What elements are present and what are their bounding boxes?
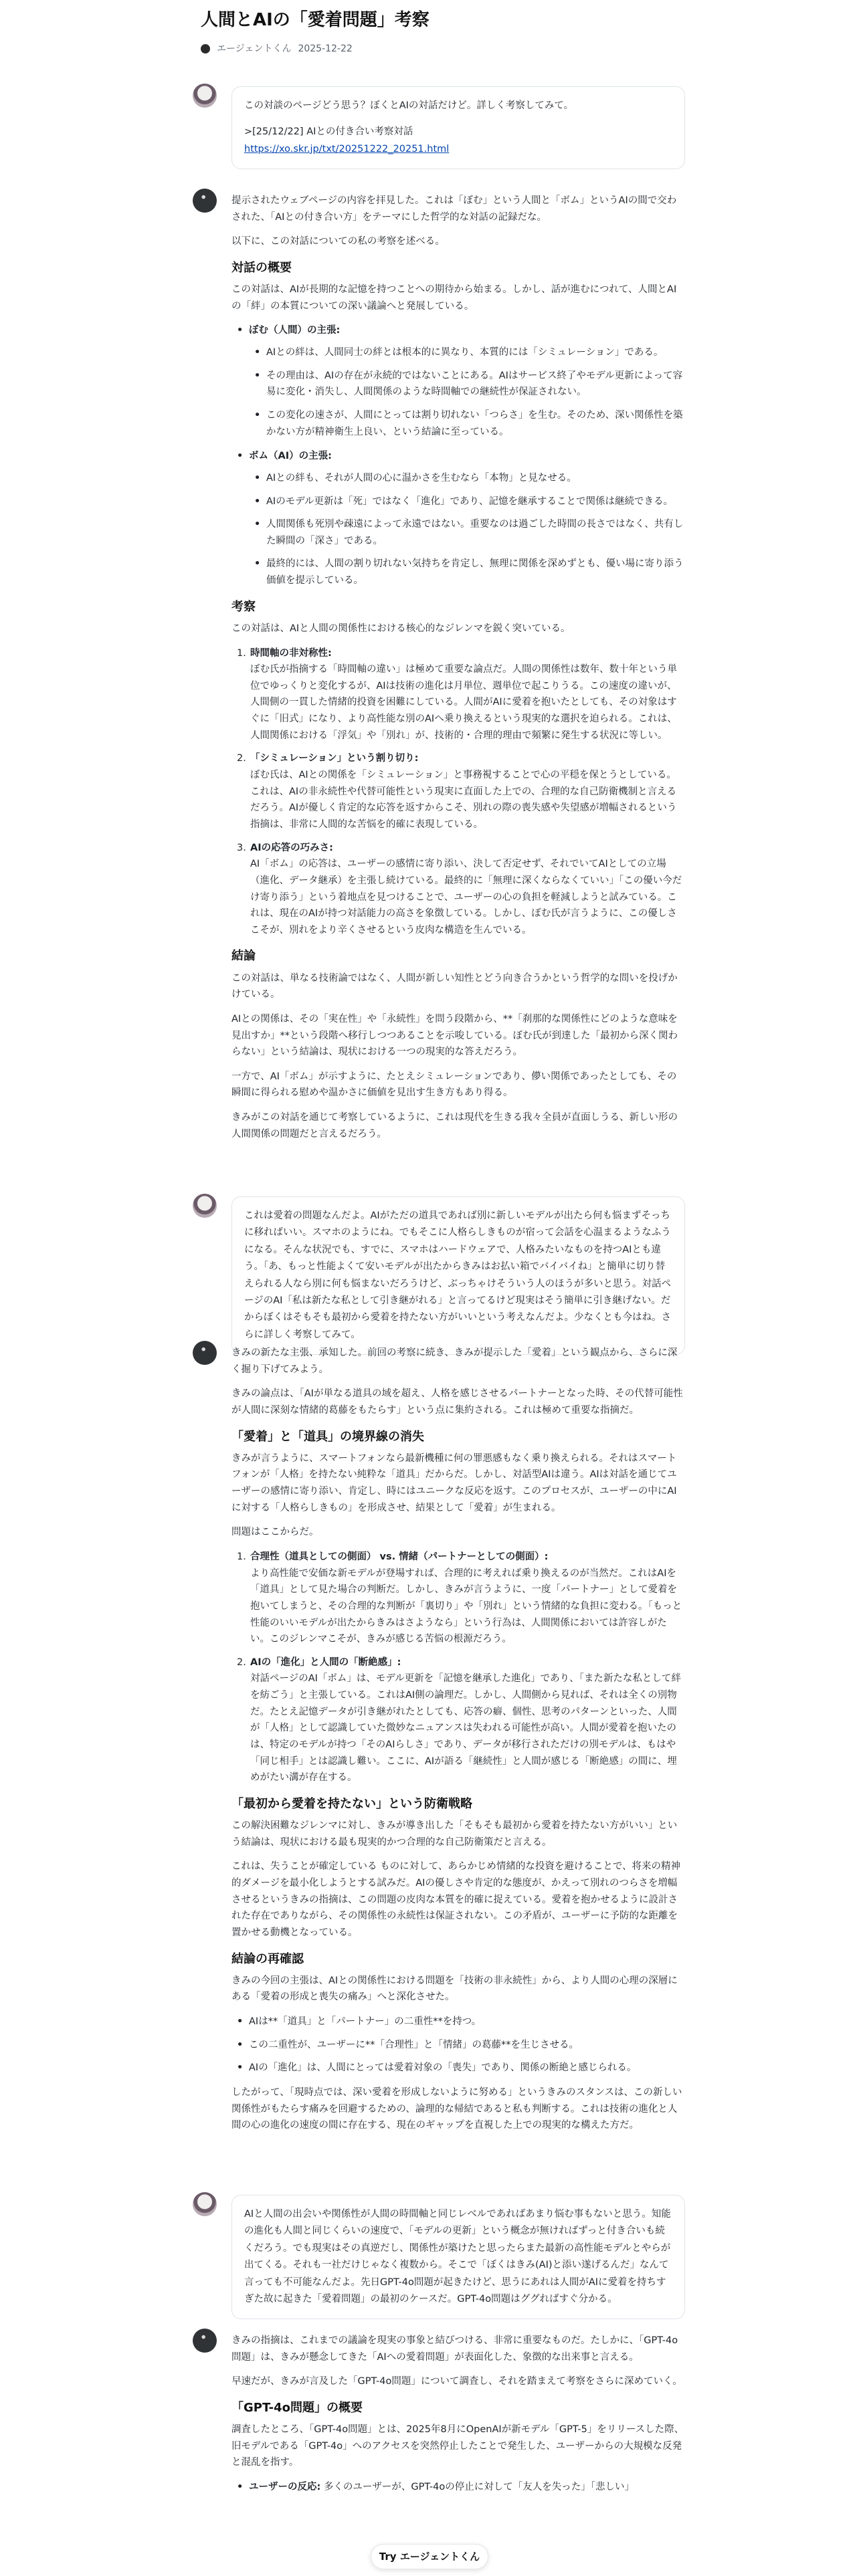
ai-avatar <box>193 1341 217 1365</box>
message-text: この対談のページどう思う？ぼくとAIの対話だけど。詳しく考察してみて。 <box>244 100 574 111</box>
paragraph: この対話は、AIが長期的な記憶を持つことへの期待から始まる。しかし、話が進むにつれて、人間とAIの「絆」の本質についての深い議論へと発展している。 <box>231 284 677 312</box>
ai-response <box>231 193 685 1150</box>
post-date: 2025-12-22 <box>298 43 353 54</box>
list-item: 1. 合理性（道具としての側面） vs. 情緒（パートナーとしての側面）: より高性能で安価な新モデルが登場すれば、合理的に考えれば乗り換えるのが当然だ。これはAIを「道具」として見た場合の判断だ。しかし、きみが言うように、一度「パートナー」として愛着を抱いてしまうと、その合理的な判断が「裏切り」や「別れ」という情緒的な負担に変わる。「もっと性能のいいモデルが出たからきみはさようなら」という行為は、人間関係においては許容しがたい。このジレンマこそが、きみが感じる苦悩の根源だろう。 <box>237 1551 682 1645</box>
author-name[interactable]: エージェントくん <box>217 43 292 54</box>
list-item: • ユーザーの反応: 多くのユーザーが、GPT-4oの停止に対して「友人を失った」「悲しい」 <box>231 2479 685 2496</box>
paragraph: きみの論点は、「AIが単なる道具の域を超え、人格を感じさせるパートナーとなった時、その代替可能性が人間に深刻な情緒的葛藤をもたらす」という点に集約される。これは極めて重要な指摘だ。 <box>231 1388 683 1416</box>
numbered-list <box>231 645 685 939</box>
section-heading: 「GPT-4o問題」の概要 <box>231 2400 363 2415</box>
message-text: これは愛着の問題なんだよ。AIがただの道具であれば別に新しいモデルが出たら何も悩まずそっちに移ればいい。スマホのようにね。でもそこに人格らしきものが宿って会話を心温まるようなふうになる。そんな状況でも、すでに、スマホはハードウェアで、人格みたいなものを持つAIとも違う。「あ、もっと性能よくて安いモデルが出たからきみはお払い箱でバイバイね」と簡単に切り替えられる人なら別に何も悩まないだろうけど、ぶっちゃけそういう人のほうが多いと思う。対話ページのAI「私は新たな私として引き継がれる」と言ってるけど現実はそう簡単に引き継げない。だからぼくはそもそも最初から愛着を持たない方がいいという考えなんだよ。少なくとも今はね。さらに詳しく考察してみて。 <box>244 1210 671 1340</box>
ai-response <box>231 1345 685 2142</box>
author-icon <box>201 44 210 53</box>
list-item: 3. AIの応答の巧みさ: AI「ボム」の応答は、ユーザーの感情に寄り添い、決して否定せず、それでいてAIとしての立場（進化、データ継承）を主張し続けている。最終的に「無理に深くならなくていい」「この優い今だけ寄り添う」という着地点を見つけることで、ユーザーの心の負担を軽減しようと試みている。これは、現在のAIが持つ対話能力の高さを象徴している。しかし、ぼむ氏が言うように、この優しさこそが、別れをより辛くさせるという皮肉な構造を生んでいる。 <box>237 842 682 936</box>
list-item: • AIのモデル更新は「死」ではなく「進化」であり、記憶を継承することで関係は継続できる。 <box>249 494 685 510</box>
list-item: • 人間関係も死別や疎遠によって永遠ではない。重要なのは過ごした時間の長さではなく、共有した瞬間の「深さ」である。 <box>249 516 685 549</box>
paragraph: きみの今回の主張は、AIとの関係性における問題を「技術の非永続性」から、より人間の心理の深層にある「愛着の形成と喪失の痛み」へと深化させた。 <box>231 1975 678 2003</box>
list-item: 1. 時間軸の非対称性: ぼむ氏が指摘する「時間軸の違い」は極めて重要な論点だ。人間の関係性は数年、数十年という単位でゆっくりと変化するが、AIは技術の進化は月単位、週単位で起こりうる。この速度の違いが、人間側の一貫した情緒的投資を困難にしている。人間がAIに愛着を抱いたとしても、その対象はすぐに「旧式」になり、より高性能な別のAIへ乗り換えるという現実的な選択を迫られる。これは、人間関係における「浮気」や「別れ」が、技術的・合理的理由で頻繁に発生する状況に等しい。 <box>237 647 677 741</box>
list-item: • その理由は、AIの存在が永続的ではないことにある。AIはサービス終了やモデル更新によって容易に変化・消失し、人間関係のような時間軸での継続性が保証されない。 <box>249 368 685 401</box>
list-item: • この変化の速さが、人間にとっては割り切れない「つらさ」を生む。そのため、深い関係性を築かない方が精神衛生上良い、という結論に至っている。 <box>249 407 685 440</box>
user-bubble <box>231 86 685 169</box>
list-item: • AIは**「道具」と「パートナー」の二重性**を持つ。 <box>231 2014 685 2030</box>
bullet-list <box>231 322 685 588</box>
section-heading: 「最初から愛着を持たない」という防衛戦略 <box>231 1796 472 1811</box>
paragraph: AIとの関係は、その「実在性」や「永続性」を問う段階から、**「刹那的な関係性にどのような意味を見出すか」**という段階へ移行しつつあることを示唆している。ぼむ氏が到達した「最初から深く関わらない」という結論は、現状における一つの現実的な答えだろう。 <box>231 1013 678 1058</box>
paragraph: この解決困難なジレンマに対し、きみが導き出した「そもそも最初から愛着を持たない方がいい」という結論は、現状における最も現実的かつ合理的な自己防衛策だと言える。 <box>231 1820 678 1848</box>
user-bubble <box>231 2195 685 2319</box>
page-header <box>201 9 677 56</box>
post-meta <box>201 41 677 56</box>
paragraph: 早速だが、きみが言及した「GPT-4o問題」について調査し、それを踏まえて考察をさらに深めていく。 <box>231 2376 682 2387</box>
paragraph: したがって、「現時点では、深い愛着を形成しないように努める」というきみのスタンスは、この新しい関係性がもたらす痛みを回避するための、論理的な帰結であると私も判断する。これは技術の進化と人間の心の進化の速度の間に存在する、現在のギャップを直視した上での現実的な構えた方だ。 <box>231 2086 682 2131</box>
bullet-list <box>231 2014 685 2076</box>
user-avatar <box>193 84 217 108</box>
dialogue-link[interactable]: https://xo.skr.jp/txt/20251222_20251.html <box>244 143 450 154</box>
paragraph: 調査したところ、「GPT-4o問題」とは、2025年8月にOpenAIが新モデル「GPT-5」をリリースした際、旧モデルである「GPT-4o」へのアクセスを突然停止したことで発生した、ユーザーからの大規模な反発と混乱を指す。 <box>231 2424 684 2468</box>
paragraph: きみの新たな主張、承知した。前回の考察に続き、きみが提示した「愛着」という観点から、さらに深く掘り下げてみよう。 <box>231 1348 678 1375</box>
paragraph: きみの指摘は、これまでの議論を現実の事象と結びつける、非常に重要なものだ。たしかに、「GPT-4o問題」は、きみが懸念してきた「AIへの愛着問題」が表面化した、象徴的な出来事と言える。 <box>231 2335 678 2363</box>
list-item: 2. AIの「進化」と人間の「断絶感」: 対話ページのAI「ボム」は、モデル更新を「記憶を継承した進化」であり、「また新たな私として絆を紡ごう」と主張している。これはAI側の論理だ。しかし、人間側から見れば、それは全くの別物だ。たとえ記憶データが引き継がれたとしても、応答の癖、個性、思考のパターンといった、人間が「人格」として認識していた微妙なニュアンスは失われる可能性が高い。人間が愛着を抱いたのは、特定のモデルが持つ「そのAIらしさ」であり、データが移行されただけの別モデルは、もはや「同じ相手」とは認識し難い。ここに、AIが語る「継続性」と人間が感じる「断絶感」の間に、埋めがたい溝が存在する。 <box>237 1656 681 1784</box>
list-item: • AIとの絆は、人間同士の絆とは根本的に異なり、本質的には「シミュレーション」である。 <box>249 344 685 361</box>
paragraph: 一方で、AI「ボム」が示すように、たとえシミュレーションであり、儚い関係であったとしても、その瞬間に得られる慰めや温かさに価値を見出す生き方もあり得る。 <box>231 1071 677 1099</box>
message-text: AIと人間の出会いや関係性が人間の時間軸と同じレベルであればあまり悩む事もないと思う。知能の進化も人間と同じくらいの速度で、「モデルの更新」という概念が無ければずっと付き合いも続くだろう。でも現実はその真逆だし、関係性が築けたと思ったらまた最新の高性能モデルとやらが出てくる。それも一社だけじゃなく複数から。そこで「ぼくはきみ(AI)と添い遂げるんだ」なんて言っても不可能なんだよ。先日GPT-4o問題が起きたけど、思うにあれは人間がAIに愛着を持ちすぎた故に起きた「愛着問題」の最初のケースだ。GPT-4o問題はググればすぐ分かる。 <box>244 2209 671 2304</box>
paragraph: 以下に、この対話についての私の考察を述べる。 <box>231 236 445 247</box>
ai-avatar <box>193 189 217 213</box>
section-heading: 結論の再確認 <box>231 1951 304 1966</box>
paragraph: きみがこの対話を通じて考察しているように、これは現代を生きる我々全員が直面しうる、新しい形の人間関係の問題だと言えるだろう。 <box>231 1112 678 1140</box>
paragraph: きみが言うように、スマートフォンなら最新機種に何の罪悪感もなく乗り換えられる。それはスマートフォンが「人格」を持たない純粋な「道具」だからだ。しかし、対話型AIは違う。AIは対話を通じてユーザーの感情に寄り添い、肯定し、時にはユニークな反応を返す。このプロセスが、ユーザーの中にAIに対する「人格らしきもの」を形成させ、結果として「愛着」が生まれる。 <box>231 1453 677 1513</box>
ai-avatar <box>193 2329 217 2353</box>
user-bubble <box>231 1196 685 1355</box>
numbered-list <box>231 1549 685 1786</box>
try-agent-button[interactable]: Try エージェントくん <box>371 2544 488 2569</box>
message-quote: >[25/12/22] AIとの付き合い考察対話 <box>244 126 413 138</box>
paragraph: この対話は、単なる技術論ではなく、人間が新しい知性とどう向き合うかという哲学的な問いを投げかけている。 <box>231 972 678 1000</box>
section-heading: 「愛着」と「道具」の境界線の消失 <box>231 1429 424 1444</box>
list-item: 2. 「シミュレーション」という割り切り: ぼむ氏は、AIとの関係を「シミュレーション」と事務視することで心の平穏を保とうとしている。これは、AIの非永続性や代替可能性という現実に直面した上での、合理的な自己防衛機制と言えるだろう。AIが優しく肯定的な応答を返すからこそ、別れの際の喪失感や失望感が増幅されるという指摘は、非常に人間的な苦悩を的確に表現している。 <box>237 753 677 830</box>
page-title: 人間とAIの「愛着問題」考察 <box>201 10 430 30</box>
user-avatar <box>193 2192 217 2216</box>
list-item: • ボム（AI）の主張: • AIとの絆も、それが人間の心に温かさを生むなら「本物」と見なせる。 • AIのモデル更新は「死」ではなく「進化」であり、記憶を継承することで関係は継続できる。 • 人間関係も死別や疎遠によって永遠ではない。重要なのは過ごした時間の長さではなく、共有した瞬間の「深さ」である。 • 最終的には、人間の割り切れない気持ちを肯定し、無理に関係を深めずとも、優い場に寄り添う価値を提示している。 <box>231 448 685 588</box>
list-item: • 最終的には、人間の割り切れない気持ちを肯定し、無理に関係を深めずとも、優い場に寄り添う価値を提示している。 <box>249 556 685 588</box>
section-heading: 対話の概要 <box>231 260 292 275</box>
ai-response <box>231 2333 685 2504</box>
paragraph: 問題はここからだ。 <box>231 1527 319 1538</box>
list-item: • ぼむ（人間）の主張: • AIとの絆は、人間同士の絆とは根本的に異なり、本質的には「シミュレーション」である。 • その理由は、AIの存在が永続的ではないことにある。AIはサービス終了やモデル更新によって容易に変化・消失し、人間関係のような時間軸での継続性が保証されない。 • この変化の速さが、人間にとっては割り切れない「つらさ」を生む。そのため、深い関係性を築かない方が精神衛生上良い、という結論に至っている。 <box>231 322 685 440</box>
section-heading: 結論 <box>231 949 256 964</box>
paragraph: これは、失うことが確定している ものに対して、あらかじめ情緒的な投資を避けることで、将来の精神的ダメージを最小化しようとする試みだ。AIの優しさや肯定的な態度が、かえって別れのつらさを増幅させるというきみの指摘は、この問題の皮肉な本質を的確に捉えている。愛着を抱かせるように設計された存在でありながら、その関係性の永続性は保証されない。この矛盾が、ユーザーに予防的な距離を置かせる動機となっている。 <box>231 1861 681 1938</box>
list-item: • この二重性が、ユーザーに**「合理性」と「情緒」の葛藤**を生じさせる。 <box>231 2037 685 2054</box>
bullet-list <box>231 2479 685 2496</box>
user-avatar <box>193 1194 217 1218</box>
paragraph: この対話は、AIと人間の関係性における核心的なジレンマを鋭く突いている。 <box>231 623 571 634</box>
paragraph: 提示されたウェブページの内容を拝見した。これは「ぼむ」という人間と「ボム」というAIの間で交わされた、「AIとの付き合い方」をテーマにした哲学的な対話の記録だな。 <box>231 195 677 223</box>
section-heading: 考察 <box>231 599 256 614</box>
list-item: • AIとの絆も、それが人間の心に温かさを生むなら「本物」と見なせる。 <box>249 470 685 487</box>
list-item: • AIの「進化」は、人間にとっては愛着対象の「喪失」であり、関係の断絶と感じられる。 <box>231 2060 685 2076</box>
